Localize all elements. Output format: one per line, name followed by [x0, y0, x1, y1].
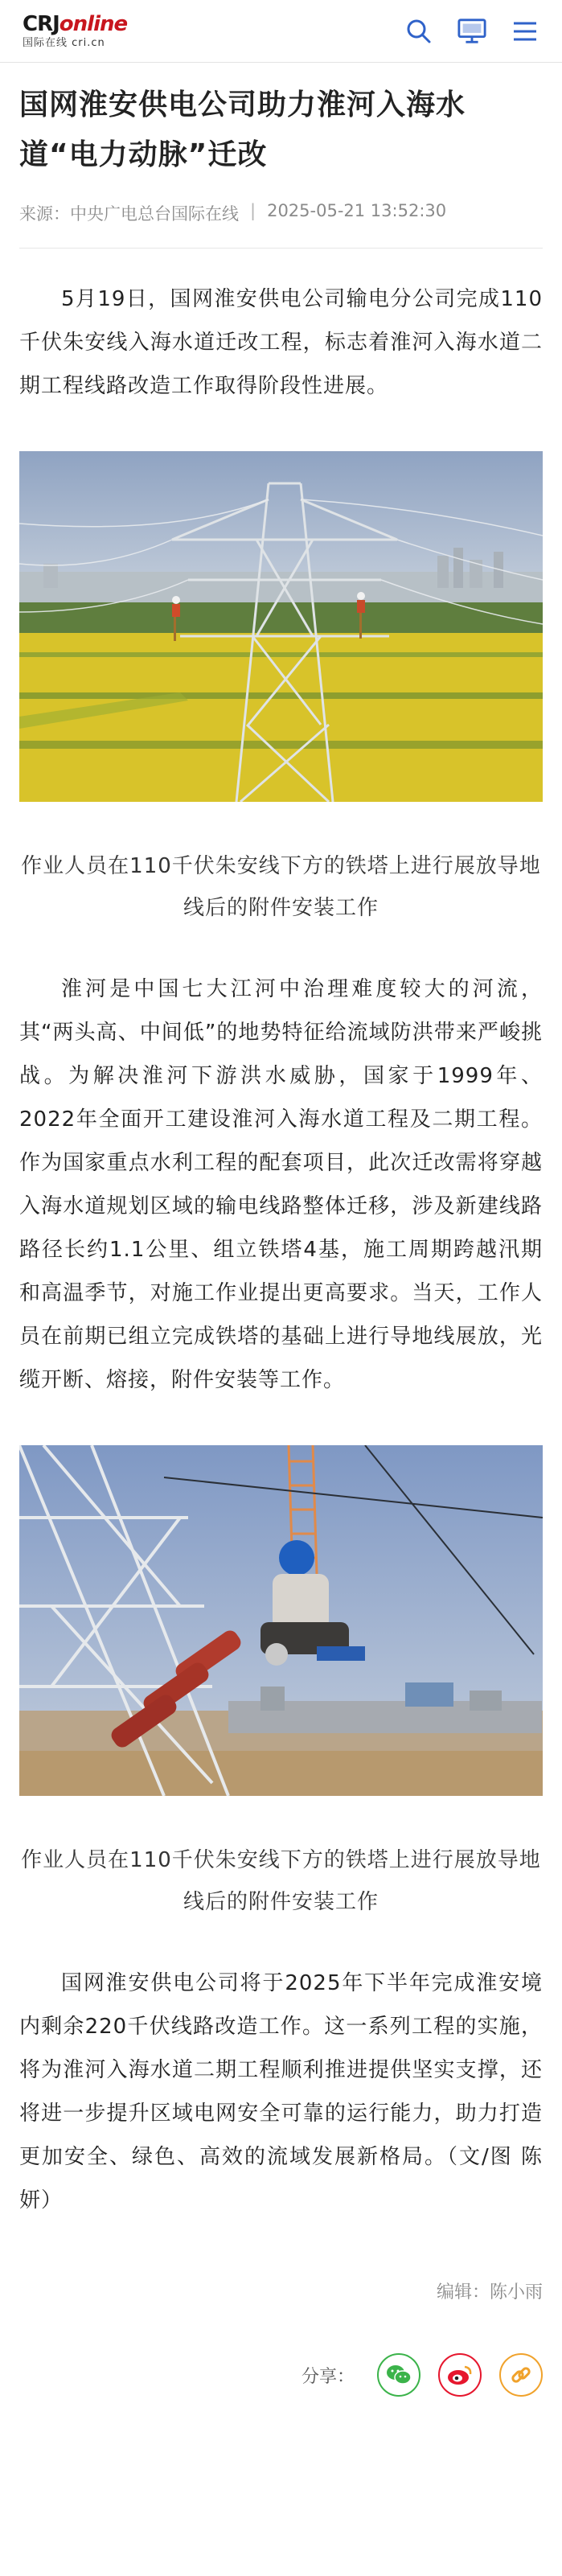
- article-title: 国网淮安供电公司助力淮河入海水道“电力动脉”迁改: [19, 88, 466, 171]
- search-icon[interactable]: [404, 17, 433, 46]
- share-bar: [0, 2303, 562, 2429]
- source-name: 中央广电总台国际在线: [70, 204, 239, 224]
- spacer: [19, 1923, 543, 1962]
- link-icon[interactable]: [499, 2353, 543, 2397]
- logo-prefix: CRJ: [23, 12, 59, 36]
- photo-transmission-tower-field: [19, 451, 543, 802]
- weibo-icon[interactable]: [438, 2353, 482, 2397]
- logo-subtitle: 国际在线 cri.cn: [23, 37, 105, 49]
- source-label: 来源：: [19, 204, 70, 224]
- figure-caption: 作业人员在110千伏朱安线下方的铁塔上进行展放导地线后的附件安装工作: [21, 1848, 541, 1914]
- share-label: 分享：: [301, 2366, 355, 2387]
- figure-caption: 作业人员在110千伏朱安线下方的铁塔上进行展放导地线后的附件安装工作: [21, 854, 541, 920]
- paragraph: 国网淮安供电公司将于2025年下半年完成淮安境内剩余220千伏线路改造工作。这一系列工程的实施，将为淮河入海水道二期工程顺利推进提供坚实支撑，还将进一步提升区域电网安全可靠的运行能力，助力打造更加安全、绿色、高效的流域发展新格局。（文/图 陈妍）: [19, 1971, 543, 2212]
- paragraph: 淮河是中国七大江河中治理难度较大的河流，其“两头高、中间低”的地势特征给流域防洪带来严峻挑战。为解决淮河下游洪水威胁，国家于1999年、2022年全面开工建设淮河入海水道工程及二期工程。作为国家重点水利工程的配套项目，此次迁改需将穿越入海水道规划区域的输电线路整体迁移，涉及新建线路路径长约1.1公里、组立铁塔4基，施工周期跨越汛期和高温季节，对施工作业提出更高要求。当天，工作人员在前期已组立完成铁塔的基础上进行导地线展放，光缆开断、熔接，附件安装等工作。: [19, 977, 543, 1392]
- article-body: [0, 249, 562, 2222]
- spacer: [19, 929, 543, 968]
- logo-suffix: online: [59, 12, 128, 36]
- desktop-icon[interactable]: [457, 17, 486, 46]
- photo-worker-on-tower: [19, 1445, 543, 1796]
- editor-credit: 编辑：陈小雨: [436, 2282, 543, 2303]
- wechat-icon[interactable]: [377, 2353, 420, 2397]
- logo-wordmark: [23, 14, 127, 35]
- paragraph: 5月19日，国网淮安供电公司输电分公司完成110千伏朱安线入海水道迁改工程，标志着淮河入海水道二期工程线路改造工作取得阶段性进展。: [19, 287, 543, 398]
- figure-1: [19, 451, 543, 929]
- publish-datetime: 2025-05-21 13:52:30: [267, 201, 447, 220]
- figure-2: [19, 1445, 543, 1923]
- meta-separator: |: [250, 201, 256, 220]
- article-meta: [0, 180, 562, 225]
- header-actions: [404, 17, 539, 46]
- source-info: [19, 201, 239, 225]
- top-bar: [0, 0, 562, 63]
- site-logo[interactable]: [23, 14, 127, 48]
- menu-icon[interactable]: [511, 17, 539, 46]
